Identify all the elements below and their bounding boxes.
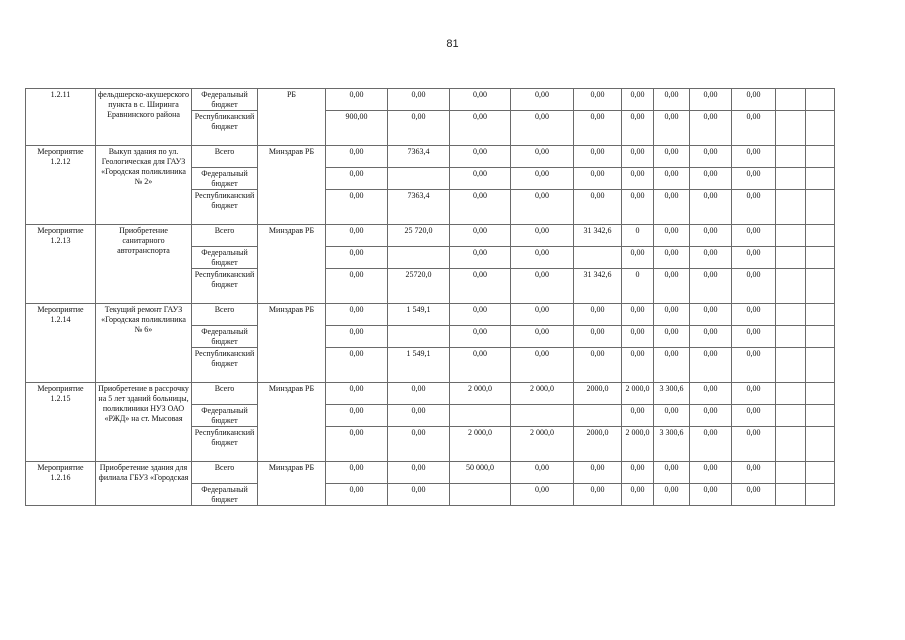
value-cell bbox=[806, 326, 835, 348]
value-cell: 0,00 bbox=[654, 225, 690, 247]
measure-name: Текущий ремонт ГАУЗ «Городская поликлиника № 6» bbox=[96, 304, 192, 383]
table-row bbox=[26, 89, 835, 111]
value-cell bbox=[776, 326, 806, 348]
value-cell bbox=[574, 405, 622, 427]
value-cell bbox=[806, 484, 835, 506]
funding-source: Федеральный бюджет bbox=[192, 247, 258, 269]
value-cell: 3 300,6 bbox=[654, 383, 690, 405]
value-cell: 2 000,0 bbox=[511, 427, 574, 462]
value-cell bbox=[776, 247, 806, 269]
value-cell: 0,00 bbox=[690, 326, 732, 348]
value-cell: 0,00 bbox=[574, 168, 622, 190]
value-cell bbox=[776, 405, 806, 427]
value-cell: 7363,4 bbox=[388, 190, 450, 225]
value-cell: 2 000,0 bbox=[450, 427, 511, 462]
value-cell bbox=[776, 225, 806, 247]
value-cell: 0,00 bbox=[326, 247, 388, 269]
value-cell bbox=[806, 247, 835, 269]
value-cell: 0,00 bbox=[690, 348, 732, 383]
value-cell bbox=[388, 247, 450, 269]
funding-source: Всего bbox=[192, 304, 258, 326]
value-cell: 0,00 bbox=[654, 247, 690, 269]
value-cell: 0,00 bbox=[450, 190, 511, 225]
funding-source: Федеральный бюджет bbox=[192, 326, 258, 348]
value-cell bbox=[776, 427, 806, 462]
value-cell: 0,00 bbox=[450, 304, 511, 326]
value-cell: 0,00 bbox=[511, 348, 574, 383]
budget-table bbox=[25, 88, 835, 506]
value-cell: 0,00 bbox=[388, 111, 450, 146]
funding-source: Республиканский бюджет bbox=[192, 427, 258, 462]
funding-source: Республиканский бюджет bbox=[192, 348, 258, 383]
value-cell: 0,00 bbox=[326, 348, 388, 383]
value-cell: 0,00 bbox=[450, 168, 511, 190]
page-number: 81 bbox=[446, 38, 459, 50]
value-cell: 0,00 bbox=[574, 348, 622, 383]
value-cell: 0,00 bbox=[326, 146, 388, 168]
value-cell bbox=[806, 462, 835, 484]
value-cell bbox=[776, 348, 806, 383]
value-cell bbox=[776, 269, 806, 304]
value-cell: 2000,0 bbox=[574, 383, 622, 405]
funding-source: Республиканский бюджет bbox=[192, 190, 258, 225]
value-cell: 0,00 bbox=[622, 348, 654, 383]
funding-source: Федеральный бюджет bbox=[192, 89, 258, 111]
value-cell: 0,00 bbox=[732, 427, 776, 462]
executor: Минздрав РБ bbox=[258, 304, 326, 383]
value-cell: 0,00 bbox=[732, 304, 776, 326]
value-cell: 0,00 bbox=[690, 269, 732, 304]
value-cell: 0,00 bbox=[732, 348, 776, 383]
value-cell: 0,00 bbox=[326, 405, 388, 427]
value-cell: 0,00 bbox=[622, 304, 654, 326]
funding-source: Республиканский бюджет bbox=[192, 269, 258, 304]
measure-name: Приобретение в рассрочку на 5 лет зданий больницы, поликлиники НУЗ ОАО «РЖД» на ст. Мысовая bbox=[96, 383, 192, 462]
measure-name: Приобретение санитарного автотранспорта bbox=[96, 225, 192, 304]
measure-code: Мероприятие 1.2.15 bbox=[26, 383, 96, 462]
value-cell: 0,00 bbox=[450, 326, 511, 348]
value-cell: 0,00 bbox=[654, 190, 690, 225]
value-cell: 0,00 bbox=[511, 484, 574, 506]
value-cell bbox=[806, 168, 835, 190]
value-cell: 0,00 bbox=[574, 190, 622, 225]
value-cell: 0,00 bbox=[690, 247, 732, 269]
value-cell bbox=[806, 383, 835, 405]
funding-source: Всего bbox=[192, 225, 258, 247]
value-cell: 0,00 bbox=[326, 383, 388, 405]
value-cell: 0,00 bbox=[732, 168, 776, 190]
value-cell: 50 000,0 bbox=[450, 462, 511, 484]
value-cell: 0,00 bbox=[732, 383, 776, 405]
value-cell: 900,00 bbox=[326, 111, 388, 146]
measure-code: Мероприятие 1.2.16 bbox=[26, 462, 96, 506]
measure-code: 1.2.11 bbox=[26, 89, 96, 146]
value-cell: 0,00 bbox=[388, 89, 450, 111]
value-cell: 0,00 bbox=[690, 111, 732, 146]
value-cell: 0,00 bbox=[690, 405, 732, 427]
value-cell: 0 bbox=[622, 269, 654, 304]
value-cell: 0,00 bbox=[654, 484, 690, 506]
value-cell bbox=[806, 190, 835, 225]
value-cell: 0,00 bbox=[388, 484, 450, 506]
value-cell: 0,00 bbox=[511, 225, 574, 247]
value-cell: 0,00 bbox=[732, 462, 776, 484]
value-cell: 0,00 bbox=[654, 146, 690, 168]
table-row bbox=[26, 146, 835, 168]
value-cell: 0,00 bbox=[326, 427, 388, 462]
table-row bbox=[26, 462, 835, 484]
value-cell bbox=[776, 383, 806, 405]
value-cell: 0,00 bbox=[622, 111, 654, 146]
value-cell: 0,00 bbox=[654, 326, 690, 348]
value-cell: 0,00 bbox=[450, 111, 511, 146]
value-cell: 0,00 bbox=[654, 405, 690, 427]
value-cell: 0,00 bbox=[690, 484, 732, 506]
value-cell: 0,00 bbox=[690, 146, 732, 168]
value-cell: 0,00 bbox=[450, 269, 511, 304]
value-cell: 0,00 bbox=[622, 405, 654, 427]
value-cell: 0,00 bbox=[690, 383, 732, 405]
value-cell: 0,00 bbox=[622, 190, 654, 225]
measure-name: фельдшерско-акушерского пункта в с. Ширинга Еравнинского района bbox=[96, 89, 192, 146]
value-cell: 0,00 bbox=[732, 326, 776, 348]
value-cell: 2000,0 bbox=[574, 427, 622, 462]
value-cell: 0,00 bbox=[388, 462, 450, 484]
value-cell bbox=[776, 190, 806, 225]
value-cell: 0,00 bbox=[511, 146, 574, 168]
value-cell: 0,00 bbox=[690, 168, 732, 190]
value-cell: 0,00 bbox=[732, 405, 776, 427]
value-cell: 0,00 bbox=[622, 484, 654, 506]
value-cell: 2 000,0 bbox=[511, 383, 574, 405]
table-row bbox=[26, 383, 835, 405]
measure-name: Выкуп здания по ул. Геологическая для ГАУЗ «Городская поликлиника № 2» bbox=[96, 146, 192, 225]
value-cell bbox=[806, 111, 835, 146]
value-cell: 0,00 bbox=[326, 190, 388, 225]
executor: Минздрав РБ bbox=[258, 146, 326, 225]
value-cell: 0,00 bbox=[450, 247, 511, 269]
value-cell: 0,00 bbox=[690, 427, 732, 462]
value-cell: 0,00 bbox=[654, 269, 690, 304]
value-cell: 0,00 bbox=[388, 427, 450, 462]
value-cell: 0,00 bbox=[732, 190, 776, 225]
value-cell bbox=[806, 146, 835, 168]
value-cell: 0,00 bbox=[654, 304, 690, 326]
value-cell: 0,00 bbox=[511, 168, 574, 190]
value-cell: 0,00 bbox=[622, 89, 654, 111]
value-cell: 0,00 bbox=[690, 462, 732, 484]
funding-source: Республиканский бюджет bbox=[192, 111, 258, 146]
value-cell: 0,00 bbox=[654, 89, 690, 111]
value-cell: 0 bbox=[622, 225, 654, 247]
value-cell: 0,00 bbox=[326, 326, 388, 348]
value-cell: 0,00 bbox=[450, 146, 511, 168]
value-cell: 0,00 bbox=[326, 304, 388, 326]
value-cell: 0,00 bbox=[388, 405, 450, 427]
value-cell bbox=[450, 484, 511, 506]
value-cell: 0,00 bbox=[326, 269, 388, 304]
value-cell bbox=[776, 89, 806, 111]
value-cell: 2 000,0 bbox=[450, 383, 511, 405]
value-cell: 0,00 bbox=[511, 89, 574, 111]
executor: Минздрав РБ bbox=[258, 383, 326, 462]
value-cell: 0,00 bbox=[732, 111, 776, 146]
table-row bbox=[26, 225, 835, 247]
value-cell bbox=[776, 168, 806, 190]
value-cell bbox=[511, 405, 574, 427]
value-cell: 0,00 bbox=[511, 190, 574, 225]
value-cell: 0,00 bbox=[326, 89, 388, 111]
value-cell bbox=[806, 427, 835, 462]
value-cell: 31 342,6 bbox=[574, 225, 622, 247]
value-cell: 0,00 bbox=[690, 89, 732, 111]
value-cell: 0,00 bbox=[732, 484, 776, 506]
value-cell: 0,00 bbox=[732, 225, 776, 247]
funding-source: Федеральный бюджет bbox=[192, 168, 258, 190]
value-cell: 0,00 bbox=[622, 168, 654, 190]
value-cell bbox=[388, 326, 450, 348]
value-cell bbox=[806, 405, 835, 427]
value-cell: 31 342,6 bbox=[574, 269, 622, 304]
value-cell: 0,00 bbox=[654, 348, 690, 383]
value-cell: 0,00 bbox=[511, 111, 574, 146]
funding-source: Всего bbox=[192, 462, 258, 484]
funding-source: Всего bbox=[192, 383, 258, 405]
value-cell bbox=[450, 405, 511, 427]
value-cell: 0,00 bbox=[574, 484, 622, 506]
value-cell: 1 549,1 bbox=[388, 348, 450, 383]
value-cell: 0,00 bbox=[622, 247, 654, 269]
value-cell: 0,00 bbox=[450, 348, 511, 383]
value-cell bbox=[574, 247, 622, 269]
value-cell: 0,00 bbox=[574, 462, 622, 484]
value-cell: 2 000,0 bbox=[622, 427, 654, 462]
value-cell: 25720,0 bbox=[388, 269, 450, 304]
value-cell: 0,00 bbox=[690, 304, 732, 326]
value-cell: 0,00 bbox=[574, 146, 622, 168]
value-cell: 0,00 bbox=[732, 146, 776, 168]
measure-code: Мероприятие 1.2.14 bbox=[26, 304, 96, 383]
funding-source: Федеральный бюджет bbox=[192, 484, 258, 506]
value-cell: 2 000,0 bbox=[622, 383, 654, 405]
funding-source: Федеральный бюджет bbox=[192, 405, 258, 427]
measure-code: Мероприятие 1.2.12 bbox=[26, 146, 96, 225]
value-cell: 0,00 bbox=[732, 269, 776, 304]
value-cell: 0,00 bbox=[450, 225, 511, 247]
value-cell: 0,00 bbox=[574, 89, 622, 111]
value-cell: 25 720,0 bbox=[388, 225, 450, 247]
value-cell bbox=[776, 304, 806, 326]
value-cell: 0,00 bbox=[511, 269, 574, 304]
executor: РБ bbox=[258, 89, 326, 146]
value-cell bbox=[806, 348, 835, 383]
value-cell bbox=[388, 168, 450, 190]
value-cell: 0,00 bbox=[622, 326, 654, 348]
value-cell bbox=[776, 111, 806, 146]
value-cell: 0,00 bbox=[690, 225, 732, 247]
value-cell: 0,00 bbox=[690, 190, 732, 225]
executor: Минздрав РБ bbox=[258, 462, 326, 506]
value-cell: 0,00 bbox=[388, 383, 450, 405]
value-cell: 0,00 bbox=[574, 326, 622, 348]
table-row bbox=[26, 304, 835, 326]
value-cell: 0,00 bbox=[622, 146, 654, 168]
value-cell bbox=[806, 225, 835, 247]
value-cell bbox=[806, 89, 835, 111]
value-cell: 0,00 bbox=[574, 304, 622, 326]
value-cell: 0,00 bbox=[326, 462, 388, 484]
value-cell: 0,00 bbox=[511, 462, 574, 484]
value-cell: 0,00 bbox=[450, 89, 511, 111]
value-cell: 0,00 bbox=[326, 225, 388, 247]
value-cell: 0,00 bbox=[654, 462, 690, 484]
value-cell: 0,00 bbox=[326, 168, 388, 190]
value-cell: 0,00 bbox=[511, 304, 574, 326]
value-cell: 0,00 bbox=[622, 462, 654, 484]
value-cell: 0,00 bbox=[654, 111, 690, 146]
value-cell bbox=[776, 146, 806, 168]
value-cell: 0,00 bbox=[732, 89, 776, 111]
funding-source: Всего bbox=[192, 146, 258, 168]
executor: Минздрав РБ bbox=[258, 225, 326, 304]
measure-name: Приобретение здания для филиала ГБУЗ «Городская bbox=[96, 462, 192, 506]
value-cell: 0,00 bbox=[326, 484, 388, 506]
value-cell: 0,00 bbox=[511, 326, 574, 348]
value-cell: 7363,4 bbox=[388, 146, 450, 168]
value-cell: 0,00 bbox=[732, 247, 776, 269]
value-cell: 3 300,6 bbox=[654, 427, 690, 462]
value-cell bbox=[806, 269, 835, 304]
value-cell: 0,00 bbox=[574, 111, 622, 146]
measure-code: Мероприятие 1.2.13 bbox=[26, 225, 96, 304]
value-cell: 1 549,1 bbox=[388, 304, 450, 326]
value-cell: 0,00 bbox=[654, 168, 690, 190]
value-cell bbox=[806, 304, 835, 326]
value-cell: 0,00 bbox=[511, 247, 574, 269]
value-cell bbox=[776, 462, 806, 484]
value-cell bbox=[776, 484, 806, 506]
